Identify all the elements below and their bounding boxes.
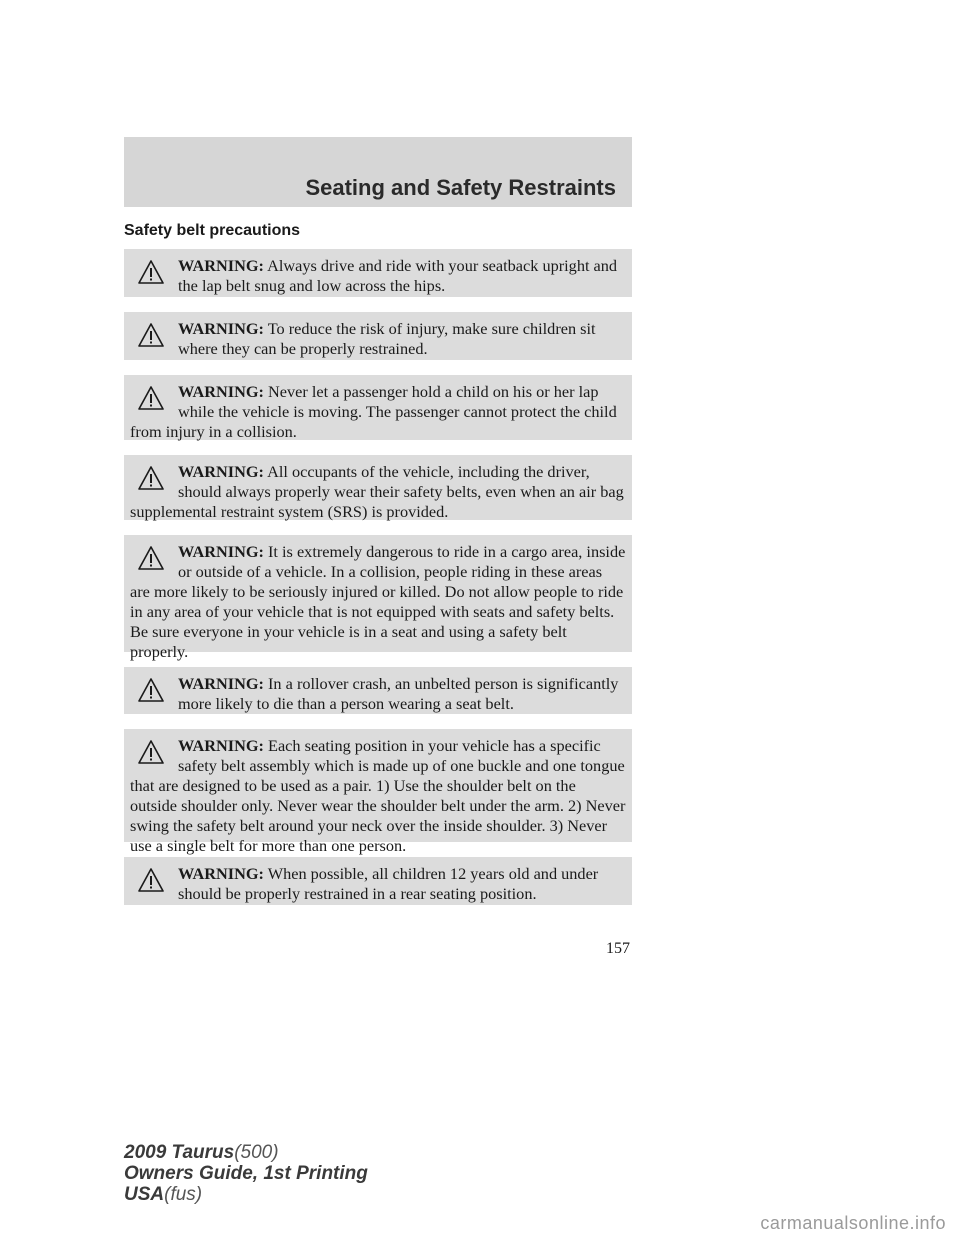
warning-triangle-icon [138,739,164,765]
warning-box [124,729,632,855]
warning-text: In a rollover crash, an unbelted person is significantly more likely to die than a person wearing a seat belt. [178,674,619,713]
footer-market: USA [124,1184,165,1205]
warning-text: Each seating position in your vehicle has a specific safety belt assembly which is made up of one buckle and one tongue that are designed to be used as a pair. 1) Use the shoulder belt on the outside shoulder only. Never wear the shoulder belt under the arm. 2) Never swing the safety belt around your neck over the inside shoulder. 3) Never use a single belt for more than one person. [130,736,626,855]
warning-text: It is extremely dangerous to ride in a cargo area, inside or outside of a vehicle. In a collision, people riding in these areas are more likely to be seriously injured or killed. Do not allow people to ride in any area of your vehicle that is not equipped with seats and safety belts. Be sure everyone in your vehicle is in a seat and using a safety belt properly. [130,542,626,661]
warning-box [124,375,632,440]
warning-label: WARNING: [178,542,264,561]
warning-text: When possible, all children 12 years old and under should be properly restrained in a rear seating position. [178,864,599,903]
warning-triangle-icon [138,385,164,411]
warning-text: All occupants of the vehicle, including the driver, should always properly wear their safety belts, even when an air bag supplemental restraint system (SRS) is provided. [130,462,624,521]
warning-box [124,312,632,360]
warning-label: WARNING: [178,864,264,883]
footer-model: 2009 Taurus [124,1142,235,1163]
warning-triangle-icon [138,465,164,491]
warning-box [124,667,632,714]
section-heading: Safety belt precautions [124,222,301,239]
footer-market-code: (fus) [164,1184,203,1205]
chapter-header [124,137,632,207]
warning-text: To reduce the risk of injury, make sure children sit where they can be properly restrained. [178,319,596,358]
warning-triangle-icon [138,322,164,348]
warning-triangle-icon [138,259,164,285]
warning-triangle-icon [138,867,164,893]
warning-label: WARNING: [178,382,264,401]
warning-box [124,455,632,520]
warning-label: WARNING: [178,462,264,481]
warning-label: WARNING: [178,736,264,755]
warning-box [124,857,632,905]
warning-label: WARNING: [178,256,264,275]
page-number: 157 [606,940,630,957]
warning-box [124,535,632,661]
warning-box [124,249,632,297]
print-footer [124,1142,368,1205]
warning-text: Always drive and ride with your seatback upright and the lap belt snug and low across the hips. [178,256,618,295]
footer-printing: Owners Guide, 1st Printing [124,1163,368,1184]
site-watermark: carmanualsonline.info [760,1213,946,1233]
chapter-title: Seating and Safety Restraints [305,175,616,200]
warning-text: Never let a passenger hold a child on his or her lap while the vehicle is moving. The passenger cannot protect the child from injury in a collision. [130,382,617,441]
footer-model-code: (500) [234,1142,279,1163]
warning-triangle-icon [138,677,164,703]
warning-label: WARNING: [178,319,264,338]
warning-triangle-icon [138,545,164,571]
warning-label: WARNING: [178,674,264,693]
